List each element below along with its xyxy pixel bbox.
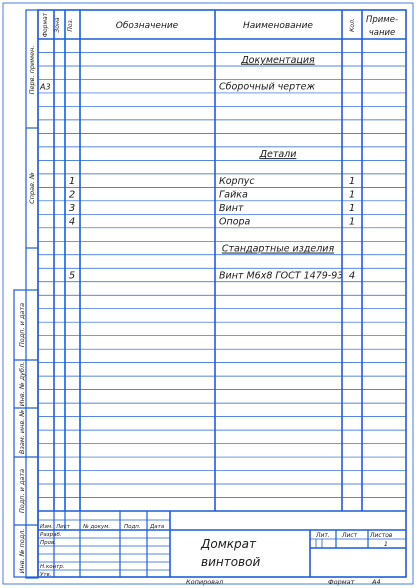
row-pos: 5 — [68, 270, 76, 282]
row-section-title: Стандартные изделия — [221, 243, 335, 255]
tb-lit: Лит. — [316, 532, 330, 539]
tb-col-list: Лист — [56, 524, 70, 530]
spec-rows — [39, 55, 355, 282]
header-note-line2: чание — [368, 28, 396, 38]
table-row — [222, 244, 335, 255]
table-row — [69, 176, 355, 187]
left-margin-vzam-inv: Взам. инв. № — [18, 409, 26, 455]
left-margin-inv-dubl: Инв. № дубл. — [18, 361, 26, 407]
tb-listov-label: Листов — [370, 532, 393, 539]
row-name: Опора — [219, 216, 251, 228]
row-qty: 4 — [348, 270, 356, 282]
header-designation: Обозначение — [115, 21, 179, 31]
row-format: А3 — [40, 82, 51, 92]
inner-frame — [38, 10, 406, 577]
row-pos: 4 — [68, 216, 76, 228]
left-margin-podp-data-2: Подп. и дата — [18, 468, 26, 514]
tb-col-izm: Изм. — [40, 524, 53, 530]
tb-col-docum: № докум. — [83, 524, 111, 530]
row-qty: 1 — [348, 189, 356, 201]
left-margin-perv-primen: Перв. примен. — [28, 45, 36, 95]
tb-list-label: Лист — [342, 532, 358, 539]
left-margin-inv-podl: Инв. № подл. — [18, 528, 26, 574]
table-row — [69, 190, 355, 201]
header-note-line1: Приме- — [365, 15, 399, 25]
row-name: Сборочный чертеж — [219, 81, 316, 93]
header-name: Наименование — [243, 21, 313, 31]
row-pos: 3 — [68, 203, 76, 215]
tb-prov: Пров. — [40, 540, 56, 546]
row-qty: 1 — [348, 176, 356, 188]
header-qty: Кол. — [349, 18, 356, 32]
spec-column-lines — [54, 10, 362, 511]
footer-format-label: Формат — [328, 578, 355, 586]
row-qty: 1 — [348, 203, 356, 215]
row-section-title: Документация — [241, 54, 315, 66]
tb-razrab: Разраб. — [40, 532, 62, 538]
product-name-line2: винтовой — [201, 555, 261, 569]
row-qty: 1 — [348, 216, 356, 228]
row-section-title: Детали — [259, 149, 297, 161]
row-name: Гайка — [219, 189, 248, 201]
tb-listov-value: 1 — [384, 541, 388, 548]
tb-utv: Утв. — [40, 572, 52, 578]
footer — [186, 578, 381, 586]
table-row — [259, 149, 297, 160]
header-zone: Зона — [54, 17, 61, 33]
tb-col-podp: Подп. — [124, 524, 141, 530]
spec-table-header — [38, 12, 406, 39]
left-margin-field — [14, 10, 38, 578]
tb-col-data: Дата — [150, 524, 165, 530]
left-margin-podp-data-1: Подп. и дата — [18, 302, 26, 348]
table-row — [69, 271, 355, 282]
row-name: Корпус — [219, 176, 255, 188]
footer-format-value: А4 — [372, 578, 381, 586]
table-row — [69, 203, 355, 214]
product-name-line1: Домкрат — [201, 537, 256, 551]
row-pos: 2 — [68, 189, 76, 201]
row-name: Винт — [219, 203, 244, 215]
row-name: Винт М6х8 ГОСТ 1479-93 — [219, 270, 344, 282]
tb-n-kontr: Н.контр. — [40, 564, 65, 570]
header-format: Формат — [42, 12, 49, 38]
row-pos: 1 — [68, 176, 76, 188]
left-margin-sprav-no: Справ. № — [28, 172, 36, 204]
header-pos: Поз. — [67, 18, 74, 32]
table-row — [69, 217, 355, 228]
footer-copied: Копировал — [186, 578, 224, 586]
title-block — [38, 511, 406, 578]
table-row — [240, 55, 315, 66]
